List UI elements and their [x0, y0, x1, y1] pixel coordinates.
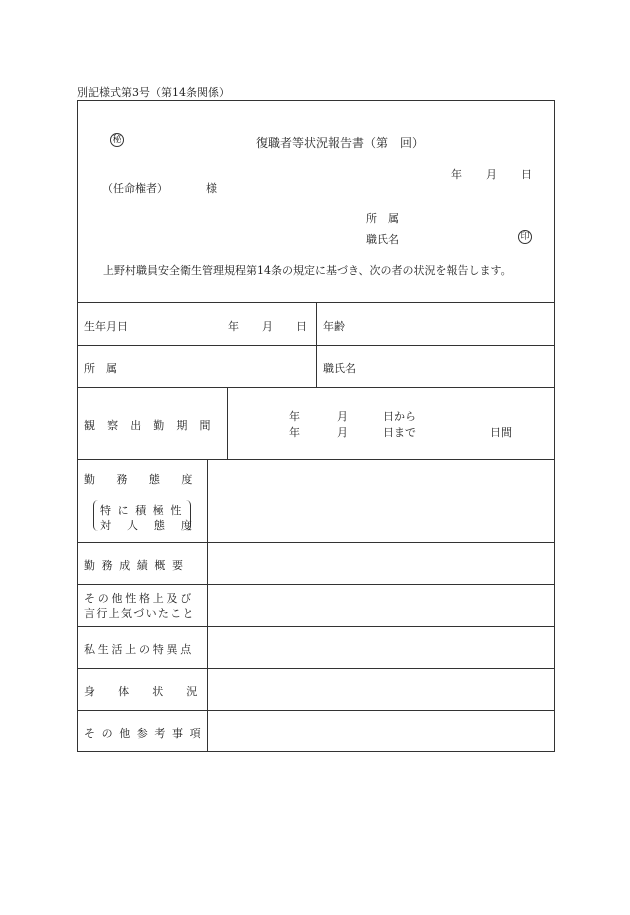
form-caption: 別記様式第3号（第14条関係）	[77, 86, 230, 99]
date-year: 年	[451, 168, 462, 181]
row-divider	[77, 459, 555, 460]
private-life-label: 私生活上の特異点	[84, 643, 194, 656]
addressee-honorific: 様	[206, 182, 217, 195]
addressee-role: （任命権者）	[102, 182, 168, 195]
birth-month-unit: 月	[262, 320, 273, 333]
row-divider	[77, 668, 555, 669]
birth-date-label: 生年月日	[84, 320, 128, 333]
observation-end-day: 日まで	[383, 426, 416, 439]
birth-day-unit: 日	[296, 320, 307, 333]
other-personality-label-1: その他性格上及び	[84, 592, 194, 605]
date-day: 日	[521, 168, 532, 181]
work-attitude-label: 勤務態度	[84, 473, 214, 486]
observation-end-month: 月	[337, 426, 348, 439]
observation-start-day: 日から	[383, 410, 416, 423]
statement-text: 上野村職員安全衛生管理規程第14条の規定に基づき、次の者の状況を報告します。	[103, 264, 512, 277]
column-divider	[316, 302, 317, 387]
row-divider	[77, 710, 555, 711]
observation-end-year: 年	[289, 426, 300, 439]
reporter-affiliation-label: 所 属	[366, 212, 399, 225]
column-divider	[207, 459, 208, 752]
subject-name-label: 職氏名	[323, 362, 356, 375]
reporter-seal: 印	[518, 230, 532, 244]
observation-start-year: 年	[289, 410, 300, 423]
observation-start-month: 月	[337, 410, 348, 423]
row-divider	[77, 387, 555, 388]
column-divider	[227, 387, 228, 459]
other-notes-label: その他参考事項	[84, 727, 208, 740]
work-performance-label: 勤務成績概要	[84, 559, 190, 572]
observation-period-label: 観察出勤期間	[84, 419, 223, 432]
physical-condition-label: 身体状況	[84, 685, 221, 698]
birth-year-unit: 年	[228, 320, 239, 333]
subject-affiliation-label: 所 属	[84, 362, 117, 375]
row-divider	[77, 584, 555, 585]
confidential-mark: 秘	[110, 133, 124, 147]
work-attitude-sub-2: 対人態度	[100, 519, 208, 532]
observation-days-unit: 日間	[490, 426, 512, 439]
date-month: 月	[486, 168, 497, 181]
age-label: 年齢	[323, 320, 345, 333]
work-attitude-sub-1: 特に積極性	[100, 504, 188, 517]
other-personality-label-2: 言行上気づいたこと	[84, 607, 195, 620]
form-title: 復職者等状況報告書（第 回）	[256, 136, 425, 150]
row-divider	[77, 626, 555, 627]
reporter-name-label: 職氏名	[366, 233, 399, 246]
row-divider	[77, 542, 555, 543]
